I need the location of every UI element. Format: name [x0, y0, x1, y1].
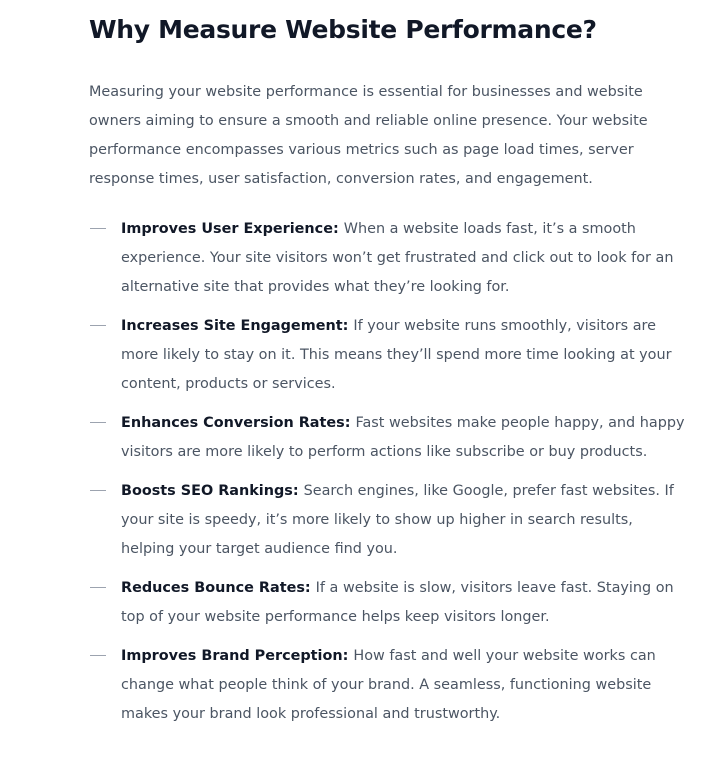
benefit-title: Reduces Bounce Rates: — [121, 580, 316, 596]
benefit-title: Boosts SEO Rankings: — [121, 483, 304, 499]
benefit-title: Improves Brand Perception: — [121, 648, 354, 664]
dash-bullet-icon — [90, 325, 106, 326]
benefit-text: Fast websites make people happy, and happy visitors are more likely to perform actions like subscribe or buy products. — [121, 415, 685, 460]
benefit-item — [89, 215, 689, 302]
benefit-text: When a website loads fast, it’s a smooth experience. Your site visitors won’t get frustrated and click out to look for an alternative site that provides what they’re looking for. — [121, 221, 674, 295]
benefit-item — [89, 642, 689, 729]
benefit-item — [89, 477, 689, 564]
benefit-item — [89, 574, 689, 632]
dash-bullet-icon — [90, 587, 106, 588]
article — [89, 10, 689, 739]
benefit-item — [89, 409, 689, 467]
benefit-text: How fast and well your website works can change what people think of your brand. A seamless, functioning website makes your brand look professional and trustworthy. — [121, 648, 656, 722]
dash-bullet-icon — [90, 422, 106, 423]
benefit-item — [89, 312, 689, 399]
dash-bullet-icon — [90, 228, 106, 229]
dash-bullet-icon — [90, 490, 106, 491]
benefits-list — [89, 215, 689, 729]
benefit-title: Improves User Experience: — [121, 221, 344, 237]
benefit-text: If a website is slow, visitors leave fast. Staying on top of your website performance helps keep visitors longer. — [121, 580, 674, 625]
intro-paragraph: Measuring your website performance is essential for businesses and website owners aiming to ensure a smooth and reliable online presence. Your website performance encompasses various metrics such as page load times, server response times, user satisfaction, conversion rates, and engagement. — [89, 84, 648, 187]
benefit-title: Increases Site Engagement: — [121, 318, 354, 334]
benefit-title: Enhances Conversion Rates: — [121, 415, 356, 431]
benefit-text: Search engines, like Google, prefer fast websites. If your site is speedy, it’s more likely to show up higher in search results, helping your target audience find you. — [121, 483, 674, 557]
dash-bullet-icon — [90, 655, 106, 656]
benefit-text: If your website runs smoothly, visitors are more likely to stay on it. This means they’ll spend more time looking at your content, products or services. — [121, 318, 672, 392]
article-title: Why Measure Website Performance? — [89, 15, 597, 44]
